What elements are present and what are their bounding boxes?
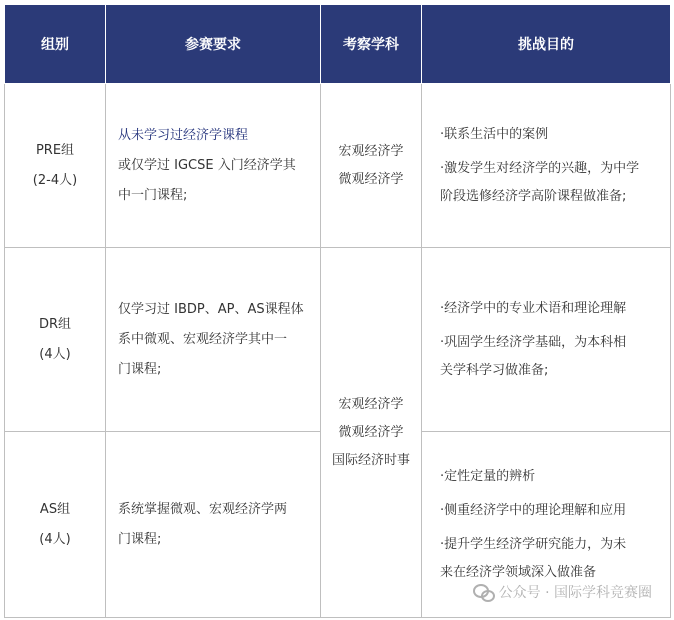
goal-line: ·提升学生经济学研究能力，为未 <box>440 536 627 552</box>
goal-line: ·经济学中的专业术语和理论理解 <box>440 300 627 316</box>
requirement-line: 门课程; <box>118 361 162 377</box>
group-name: AS组 <box>39 501 71 517</box>
subject-line: 微观经济学 <box>338 424 404 440</box>
subject-line: 国际经济时事 <box>331 452 410 468</box>
competition-table-container <box>4 4 670 616</box>
subjects-cell-pre <box>321 84 422 248</box>
header-goals: 挑战目的 <box>422 5 671 84</box>
requirement-line: 系统掌握微观、宏观经济学两 <box>118 501 288 517</box>
group-size: (4人) <box>39 346 71 362</box>
requirement-line: 中一门课程; <box>118 187 188 203</box>
header-subjects: 考察学科 <box>321 5 422 84</box>
goal-line: ·侧重经济学中的理论理解和应用 <box>440 502 627 518</box>
header-requirements: 参赛要求 <box>106 5 321 84</box>
header-group: 组别 <box>5 5 106 84</box>
goal-line: ·巩固学生经济学基础，为本科相 <box>440 334 627 350</box>
group-cell-pre <box>5 84 106 248</box>
group-cell-as <box>5 432 106 618</box>
wechat-icon <box>473 584 493 600</box>
goal-line: 阶段选修经济学高阶课程做准备; <box>440 188 627 204</box>
goal-item <box>440 497 658 525</box>
group-name: PRE组 <box>35 142 75 158</box>
requirement-line: 系中微观、宏观经济学其中一 <box>118 331 288 347</box>
goal-item <box>440 155 658 211</box>
goals-cell-pre <box>422 84 671 248</box>
requirement-line: 或仅学过 IGCSE 入门经济学其 <box>118 157 296 173</box>
goal-line: ·激发学生对经济学的兴趣，为中学 <box>440 160 640 176</box>
goal-item <box>440 463 658 491</box>
goal-line: ·定性定量的辨析 <box>440 468 536 484</box>
group-cell-dr <box>5 248 106 432</box>
goal-item <box>440 329 658 385</box>
requirement-line: 门课程; <box>118 531 162 547</box>
requirements-cell-pre <box>106 84 321 248</box>
goal-item <box>440 295 658 323</box>
requirement-line: 从未学习过经济学课程 <box>118 127 249 143</box>
competition-groups-table <box>4 4 671 618</box>
goals-cell-dr <box>422 248 671 432</box>
subjects-cell-dr-as <box>321 248 422 618</box>
requirements-cell-dr <box>106 248 321 432</box>
table-header-row <box>5 5 671 84</box>
goal-line: ·联系生活中的案例 <box>440 126 549 142</box>
watermark-text: 公众号 · 国际学科竞赛圈 <box>498 585 652 601</box>
subject-line: 宏观经济学 <box>338 396 404 412</box>
requirement-line: 仅学习过 IBDP、AP、AS课程体 <box>118 301 304 317</box>
group-name: DR组 <box>38 316 72 332</box>
requirements-cell-as <box>106 432 321 618</box>
goal-item <box>440 121 658 149</box>
subject-line: 宏观经济学 <box>338 143 404 159</box>
goal-item <box>440 531 658 587</box>
group-size: (4人) <box>39 531 71 547</box>
subject-line: 微观经济学 <box>338 171 404 187</box>
goal-line: 来在经济学领域深入做准备 <box>440 564 597 580</box>
watermark <box>473 582 652 602</box>
goal-line: 关学科学习做准备; <box>440 362 549 378</box>
table-row-pre <box>5 84 671 248</box>
table-row-dr <box>5 248 671 432</box>
group-size: (2-4人) <box>32 172 78 188</box>
